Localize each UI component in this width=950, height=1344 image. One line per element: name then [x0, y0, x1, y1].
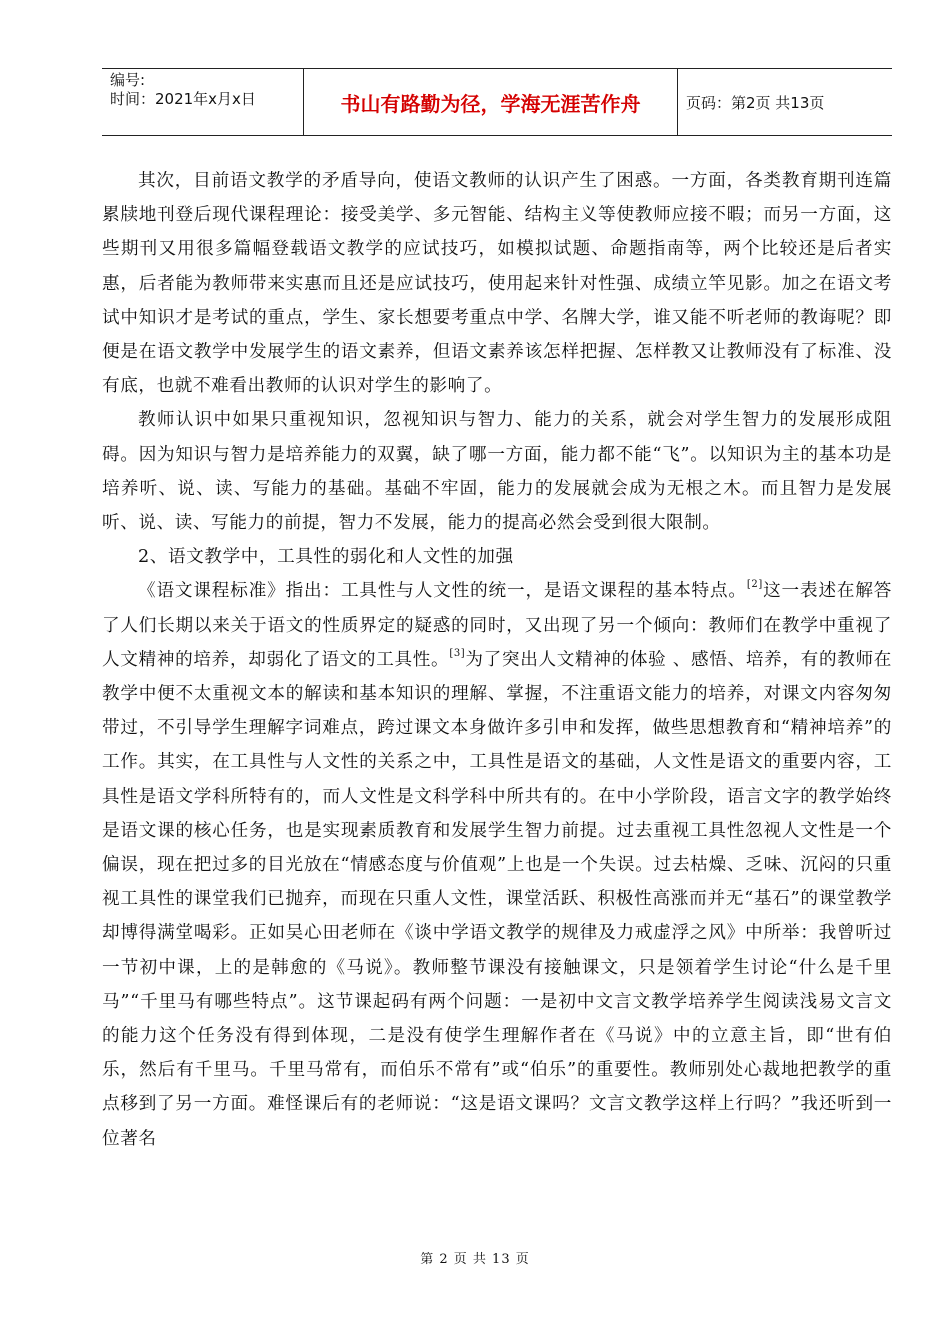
header-motto-cell: [304, 69, 678, 135]
paragraph-3: [102, 574, 892, 1155]
page-footer: 第 2 页 共 13 页: [420, 1252, 530, 1267]
section-heading: 2、语文教学中，工具性的弱化和人文性的加强: [138, 547, 514, 568]
number-label: 编号:: [110, 71, 146, 89]
paragraph-2: 教师认识中如果只重视知识，忽视知识与智力、能力的关系，就会对学生智力的发展形成阻碍。因为知识与智力是培养能力的双翼，缺了哪一方面，能力都不能“飞”。以知识为主的基本功是培养听、说、读、写能力的基础。基础不牢固，能力的发展就会成为无根之木。而且智力是发展听、说、读、写能力的前提，智力不发展，能力的提高必然会受到很大限制。: [102, 410, 892, 534]
motto-text: 书山有路勤为径，学海无涯苦作舟: [340, 91, 641, 116]
paragraph-3-part1: 《语文课程标准》指出：工具性与人文性的统一，是语文课程的基本特点。: [138, 581, 747, 602]
page-header: [102, 68, 892, 136]
header-right-cell: [678, 69, 892, 135]
paragraph-1: 其次，目前语文教学的矛盾导向，使语文教师的认识产生了困惑。一方面，各类教育期刊连篇累牍地刊登后现代课程理论：接受美学、多元智能、结构主义等使教师应接不暇；而另一方面，这些期刊又用很多篇幅登载语文教学的应试技巧，如模拟试题、命题指南等，两个比较还是后者实惠，后者能为教师带来实惠而且还是应试技巧，使用起来针对性强、成绩立竿见影。加之在语文考试中知识才是考试的重点，学生、家长想要考重点中学、名牌大学，谁又能不听老师的教诲呢？即便是在语文教学中发展学生的语文素养，但语文素养该怎样把握、怎样教又让教师没有了标准、没有底，也就不难看出教师的认识对学生的影响了。: [102, 171, 892, 397]
citation-ref-3: [3]: [449, 647, 466, 659]
citation-ref-2: [2]: [746, 579, 763, 591]
paragraph-3-part3: 为了突出人文精神的体验 、感悟、培养，有的教师在教学中便不太重视文本的解读和基本知识的理解、掌握，不注重语文能力的培养，对课文内容匆匆带过，不引导学生理解字词难点，跨过课文本身做许多引申和发挥，做些思想教育和“精神培养”的工作。其实，在工具性与人文性的关系之中，工具性是语文的基础，人文性是语文的重要内容，工具性是语文学科所特有的，而人文性是文科学科中所共有的。在中小学阶段，语言文字的教学始终是语文课的核心任务，也是实现素质教育和发展学生智力前提。过去重视工具性忽视人文性是一个偏误，现在把过多的目光放在“情感态度与价值观”上也是一个失误。过去枯燥、乏味、沉闷的只重视工具性的课堂我们已抛弃，而现在只重人文性，课堂活跃、积极性高涨而并无“基石”的课堂教学却博得满堂喝彩。正如吴心田老师在《谈中学语文教学的规律及力戒虚浮之风》中所举：我曾听过一节初中课，上的是韩愈的《马说》。教师整节课没有接触课文，只是领着学生讨论“什么是千里马”“千里马有哪些特点”。这节课起码有两个问题：一是初中文言文教学培养学生阅读浅易文言文的能力这个任务没有得到体现，二是没有使学生理解作者在《马说》中的立意主旨，即“世有伯乐，然后有千里马。千里马常有，而伯乐不常有”或“伯乐”的重要性。教师别处心裁地把教学的重点移到了另一方面。难怪课后有的老师说：“这是语文课吗？文言文教学这样上行吗？”我还听到一位著名: [102, 649, 892, 1149]
page-code: 页码：第2页 共13页: [686, 93, 825, 112]
header-left-cell: [102, 69, 304, 135]
time-label: 时间：2021年x月x日: [110, 90, 256, 108]
document-body: [102, 164, 892, 1156]
paragraph-3-part2: 这一表述在解答了人们长期以来关于语文的性质界定的疑惑的同时，又出现了另一个倾向：教师们在教学中重视了人文精神的培养，却弱化了语文的工具性。: [102, 581, 892, 670]
